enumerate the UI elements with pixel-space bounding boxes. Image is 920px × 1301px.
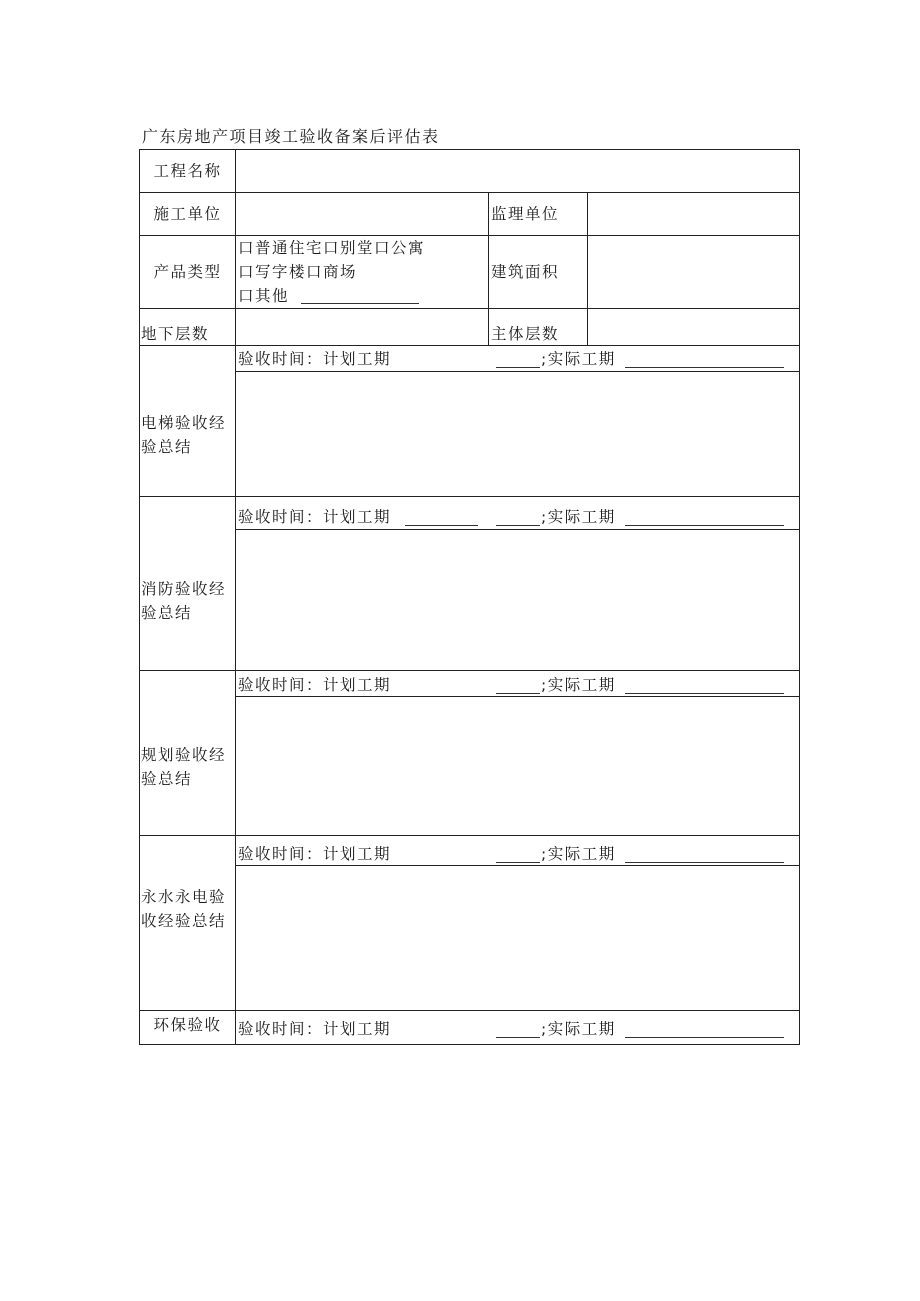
- table-border-bottom: [139, 1044, 800, 1045]
- fire-actual-blank[interactable]: [625, 525, 784, 526]
- elevator-planned-blank[interactable]: [496, 367, 540, 368]
- planning-section-label-line1: 规划验收经: [141, 746, 227, 764]
- construction-unit-field[interactable]: [237, 193, 487, 234]
- planning-time-label: 验收时间：计划工期: [238, 676, 392, 694]
- utilities-actual-label: ;实际工期: [541, 845, 616, 863]
- supervision-unit-field[interactable]: [589, 193, 798, 234]
- product-type-option-line1[interactable]: 口普通住宅口别堂口公寓: [238, 239, 426, 257]
- mid-column-divider: [488, 192, 489, 345]
- fire-summary-field[interactable]: [237, 530, 797, 669]
- planning-summary-field[interactable]: [237, 697, 797, 834]
- building-area-field[interactable]: [589, 236, 798, 307]
- fire-section-label-line2: 验总结: [141, 604, 193, 622]
- env-actual-label: ;实际工期: [541, 1020, 616, 1038]
- utilities-section-label-line2: 收经验总结: [141, 912, 227, 930]
- label-column-divider: [235, 149, 236, 1045]
- supervision-unit-label: 监理单位: [491, 205, 560, 223]
- page-title: 广东房地产项目竣工验收备案后评估表: [142, 127, 440, 146]
- planning-actual-blank[interactable]: [625, 693, 784, 694]
- product-type-label: 产品类型: [153, 263, 222, 281]
- elevator-section-label-line1: 电梯验收经: [141, 414, 227, 432]
- project-name-label: 工程名称: [153, 162, 222, 180]
- project-name-field[interactable]: [237, 150, 797, 191]
- fire-section-label-line1: 消防验收经: [141, 580, 227, 598]
- elevator-actual-label: ;实际工期: [541, 350, 616, 368]
- table-border-right: [799, 149, 800, 1045]
- product-type-other-blank[interactable]: [301, 303, 419, 304]
- main-floors-field[interactable]: [589, 309, 798, 344]
- elevator-section-label-line2: 验总结: [141, 438, 193, 456]
- utilities-summary-field[interactable]: [237, 866, 797, 1009]
- planning-planned-blank[interactable]: [496, 693, 540, 694]
- utilities-actual-blank[interactable]: [625, 862, 784, 863]
- elevator-time-label: 验收时间：计划工期: [238, 350, 392, 368]
- env-section-label: 环保验收: [153, 1016, 222, 1034]
- planning-actual-label: ;实际工期: [541, 676, 616, 694]
- elevator-actual-blank[interactable]: [625, 367, 784, 368]
- construction-unit-label: 施工单位: [153, 205, 222, 223]
- env-planned-blank[interactable]: [496, 1037, 540, 1038]
- fire-actual-label: ;实际工期: [541, 508, 616, 526]
- underground-floors-field[interactable]: [237, 309, 487, 344]
- building-area-label: 建筑面积: [491, 263, 560, 281]
- right-column-divider: [587, 192, 588, 345]
- env-time-label: 验收时间：计划工期: [238, 1020, 392, 1038]
- utilities-planned-blank[interactable]: [496, 862, 540, 863]
- main-floors-label: 主体层数: [491, 325, 560, 343]
- row-line: [139, 496, 800, 497]
- planning-section-label-line2: 验总结: [141, 770, 193, 788]
- row-line: [139, 835, 800, 836]
- row-line: [139, 345, 800, 346]
- fire-time-label: 验收时间：计划工期: [238, 508, 392, 526]
- utilities-time-label: 验收时间：计划工期: [238, 845, 392, 863]
- row-line: [139, 670, 800, 671]
- underground-floors-label: 地下层数: [141, 325, 210, 343]
- product-type-option-line3[interactable]: 口其他: [238, 287, 290, 305]
- product-type-option-line2[interactable]: 口写字楼口商场: [238, 263, 358, 281]
- env-actual-blank[interactable]: [625, 1037, 784, 1038]
- utilities-section-label-line1: 永水永电验: [141, 888, 227, 906]
- row-line: [139, 1010, 800, 1011]
- fire-planned-blank-2[interactable]: [496, 525, 540, 526]
- elevator-summary-field[interactable]: [237, 372, 797, 495]
- fire-planned-blank[interactable]: [405, 525, 478, 526]
